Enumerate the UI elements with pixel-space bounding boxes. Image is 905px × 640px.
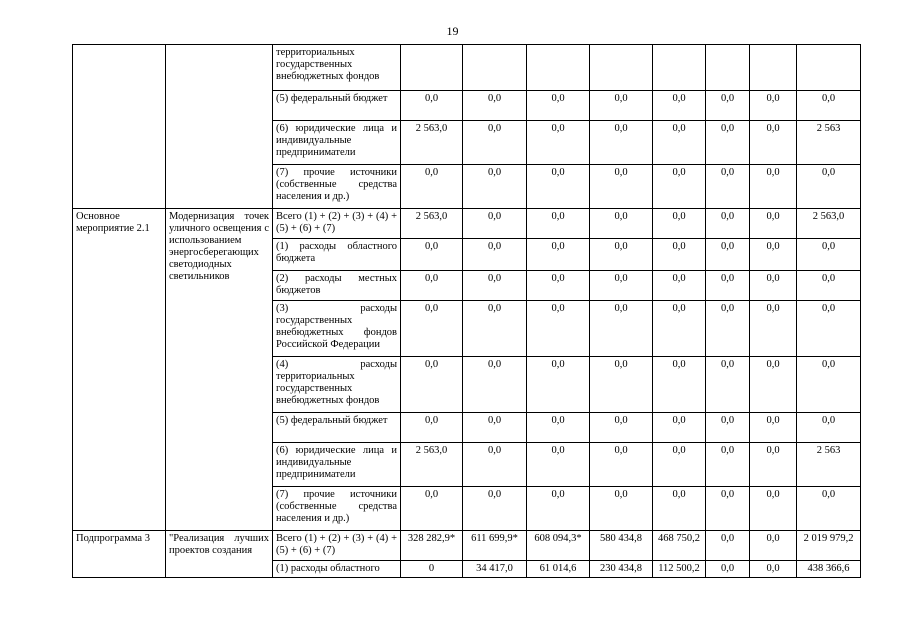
year-value-cell: 0,0 (750, 91, 797, 121)
funding-source-cell: (1) расходы областного бюджета (273, 239, 401, 271)
funding-source-cell: (5) федеральный бюджет (273, 91, 401, 121)
year-value-cell: 0,0 (401, 271, 463, 301)
funding-source-cell: (7) прочие источники (собственные средства населения и др.) (273, 487, 401, 531)
year-value-cell: 0,0 (590, 91, 653, 121)
year-value-cell: 0,0 (527, 357, 590, 413)
year-value-cell: 0,0 (527, 443, 590, 487)
year-value-cell: 0,0 (590, 413, 653, 443)
year-value-cell: 0,0 (653, 121, 706, 165)
year-value-cell: 0,0 (706, 487, 750, 531)
year-value-cell: 0,0 (401, 357, 463, 413)
year-value-cell (590, 45, 653, 91)
year-value-cell: 0,0 (750, 413, 797, 443)
year-value-cell: 0,0 (750, 561, 797, 578)
year-value-cell: 0,0 (706, 301, 750, 357)
year-value-cell: 0,0 (750, 443, 797, 487)
year-value-cell: 0,0 (706, 561, 750, 578)
year-value-cell: 0,0 (653, 165, 706, 209)
year-value-cell: 2 563,0 (401, 209, 463, 239)
total-value-cell: 2 019 979,2 (797, 531, 861, 561)
total-value-cell: 0,0 (797, 487, 861, 531)
year-value-cell (527, 45, 590, 91)
year-value-cell: 608 094,3* (527, 531, 590, 561)
status-cell: Основное мероприятие 2.1 (73, 209, 166, 531)
budget-table (72, 44, 861, 578)
year-value-cell: 0,0 (463, 487, 527, 531)
year-value-cell: 0,0 (590, 301, 653, 357)
table-row (73, 209, 861, 239)
year-value-cell: 0,0 (706, 209, 750, 239)
funding-source-cell: территориальных государственных внебюджетных фондов (273, 45, 401, 91)
year-value-cell: 0,0 (401, 487, 463, 531)
year-value-cell: 2 563,0 (401, 443, 463, 487)
year-value-cell: 0,0 (706, 165, 750, 209)
total-value-cell: 0,0 (797, 165, 861, 209)
year-value-cell: 0,0 (463, 209, 527, 239)
year-value-cell: 0,0 (463, 239, 527, 271)
year-value-cell: 611 699,9* (463, 531, 527, 561)
year-value-cell: 0,0 (527, 209, 590, 239)
year-value-cell: 0,0 (653, 413, 706, 443)
year-value-cell: 0,0 (590, 271, 653, 301)
year-value-cell: 0,0 (750, 271, 797, 301)
funding-source-cell: (6) юридические лица и индивидуальные предприниматели (273, 121, 401, 165)
year-value-cell: 0,0 (706, 239, 750, 271)
year-value-cell: 0,0 (590, 357, 653, 413)
year-value-cell: 0 (401, 561, 463, 578)
funding-source-cell: (6) юридические лица и индивидуальные предприниматели (273, 443, 401, 487)
total-value-cell: 438 366,6 (797, 561, 861, 578)
year-value-cell: 0,0 (463, 301, 527, 357)
year-value-cell: 0,0 (750, 301, 797, 357)
funding-source-cell: (2) расходы местных бюджетов (273, 271, 401, 301)
year-value-cell: 0,0 (706, 413, 750, 443)
year-value-cell (750, 45, 797, 91)
year-value-cell: 0,0 (653, 443, 706, 487)
year-value-cell: 0,0 (590, 209, 653, 239)
funding-source-cell: (4) расходы территориальных государственных внебюджетных фондов (273, 357, 401, 413)
year-value-cell: 2 563,0 (401, 121, 463, 165)
total-value-cell: 0,0 (797, 357, 861, 413)
year-value-cell: 0,0 (750, 531, 797, 561)
total-value-cell: 0,0 (797, 239, 861, 271)
year-value-cell: 0,0 (527, 271, 590, 301)
funding-source-cell: Всего (1) + (2) + (3) + (4) + (5) + (6) + (7) (273, 209, 401, 239)
year-value-cell: 0,0 (653, 239, 706, 271)
program-name-cell: "Реализация лучших проектов создания (166, 531, 273, 578)
table-row (73, 531, 861, 561)
year-value-cell: 0,0 (706, 531, 750, 561)
year-value-cell: 0,0 (401, 413, 463, 443)
year-value-cell (401, 45, 463, 91)
year-value-cell: 0,0 (653, 301, 706, 357)
year-value-cell: 0,0 (750, 121, 797, 165)
year-value-cell: 0,0 (401, 91, 463, 121)
year-value-cell: 0,0 (653, 271, 706, 301)
year-value-cell: 0,0 (463, 165, 527, 209)
year-value-cell: 0,0 (590, 487, 653, 531)
year-value-cell: 0,0 (590, 239, 653, 271)
year-value-cell: 61 014,6 (527, 561, 590, 578)
year-value-cell: 328 282,9* (401, 531, 463, 561)
year-value-cell (653, 45, 706, 91)
year-value-cell: 0,0 (653, 487, 706, 531)
year-value-cell: 580 434,8 (590, 531, 653, 561)
year-value-cell: 0,0 (463, 413, 527, 443)
year-value-cell: 0,0 (463, 121, 527, 165)
year-value-cell: 0,0 (706, 271, 750, 301)
funding-source-cell: (3) расходы государственных внебюджетных фондов Российской Федерации (273, 301, 401, 357)
year-value-cell: 0,0 (706, 443, 750, 487)
status-cell: Подпрограмма 3 (73, 531, 166, 578)
table-row (73, 45, 861, 91)
year-value-cell: 0,0 (527, 165, 590, 209)
status-cell (73, 45, 166, 209)
year-value-cell: 0,0 (527, 239, 590, 271)
year-value-cell: 0,0 (463, 91, 527, 121)
program-name-cell: Модернизация точек уличного освещения с использованием энергосберегающих светодиодных светильников (166, 209, 273, 531)
year-value-cell: 0,0 (527, 487, 590, 531)
total-value-cell: 2 563,0 (797, 209, 861, 239)
total-value-cell: 0,0 (797, 413, 861, 443)
year-value-cell: 0,0 (750, 357, 797, 413)
funding-source-cell: (1) расходы областного (273, 561, 401, 578)
year-value-cell: 0,0 (463, 443, 527, 487)
year-value-cell: 0,0 (527, 91, 590, 121)
year-value-cell: 0,0 (527, 413, 590, 443)
year-value-cell (706, 45, 750, 91)
total-value-cell: 0,0 (797, 271, 861, 301)
year-value-cell: 0,0 (750, 239, 797, 271)
funding-source-cell: (5) федеральный бюджет (273, 413, 401, 443)
year-value-cell: 0,0 (590, 165, 653, 209)
total-value-cell (797, 45, 861, 91)
year-value-cell: 0,0 (653, 357, 706, 413)
year-value-cell: 468 750,2 (653, 531, 706, 561)
funding-source-cell: Всего (1) + (2) + (3) + (4) + (5) + (6) + (7) (273, 531, 401, 561)
year-value-cell: 0,0 (527, 301, 590, 357)
year-value-cell: 0,0 (527, 121, 590, 165)
year-value-cell: 230 434,8 (590, 561, 653, 578)
year-value-cell: 0,0 (750, 209, 797, 239)
year-value-cell: 0,0 (590, 121, 653, 165)
program-name-cell (166, 45, 273, 209)
year-value-cell: 0,0 (653, 209, 706, 239)
total-value-cell: 2 563 (797, 443, 861, 487)
year-value-cell: 0,0 (706, 121, 750, 165)
total-value-cell: 0,0 (797, 301, 861, 357)
total-value-cell: 2 563 (797, 121, 861, 165)
year-value-cell: 0,0 (750, 165, 797, 209)
year-value-cell: 0,0 (463, 357, 527, 413)
funding-source-cell: (7) прочие источники (собственные средства населения и др.) (273, 165, 401, 209)
year-value-cell: 0,0 (750, 487, 797, 531)
year-value-cell: 0,0 (401, 239, 463, 271)
year-value-cell (463, 45, 527, 91)
total-value-cell: 0,0 (797, 91, 861, 121)
year-value-cell: 0,0 (706, 357, 750, 413)
year-value-cell: 0,0 (463, 271, 527, 301)
year-value-cell: 0,0 (401, 165, 463, 209)
year-value-cell: 0,0 (653, 91, 706, 121)
year-value-cell: 0,0 (401, 301, 463, 357)
page-number: 19 (446, 24, 459, 38)
year-value-cell: 0,0 (590, 443, 653, 487)
year-value-cell: 112 500,2 (653, 561, 706, 578)
year-value-cell: 34 417,0 (463, 561, 527, 578)
year-value-cell: 0,0 (706, 91, 750, 121)
